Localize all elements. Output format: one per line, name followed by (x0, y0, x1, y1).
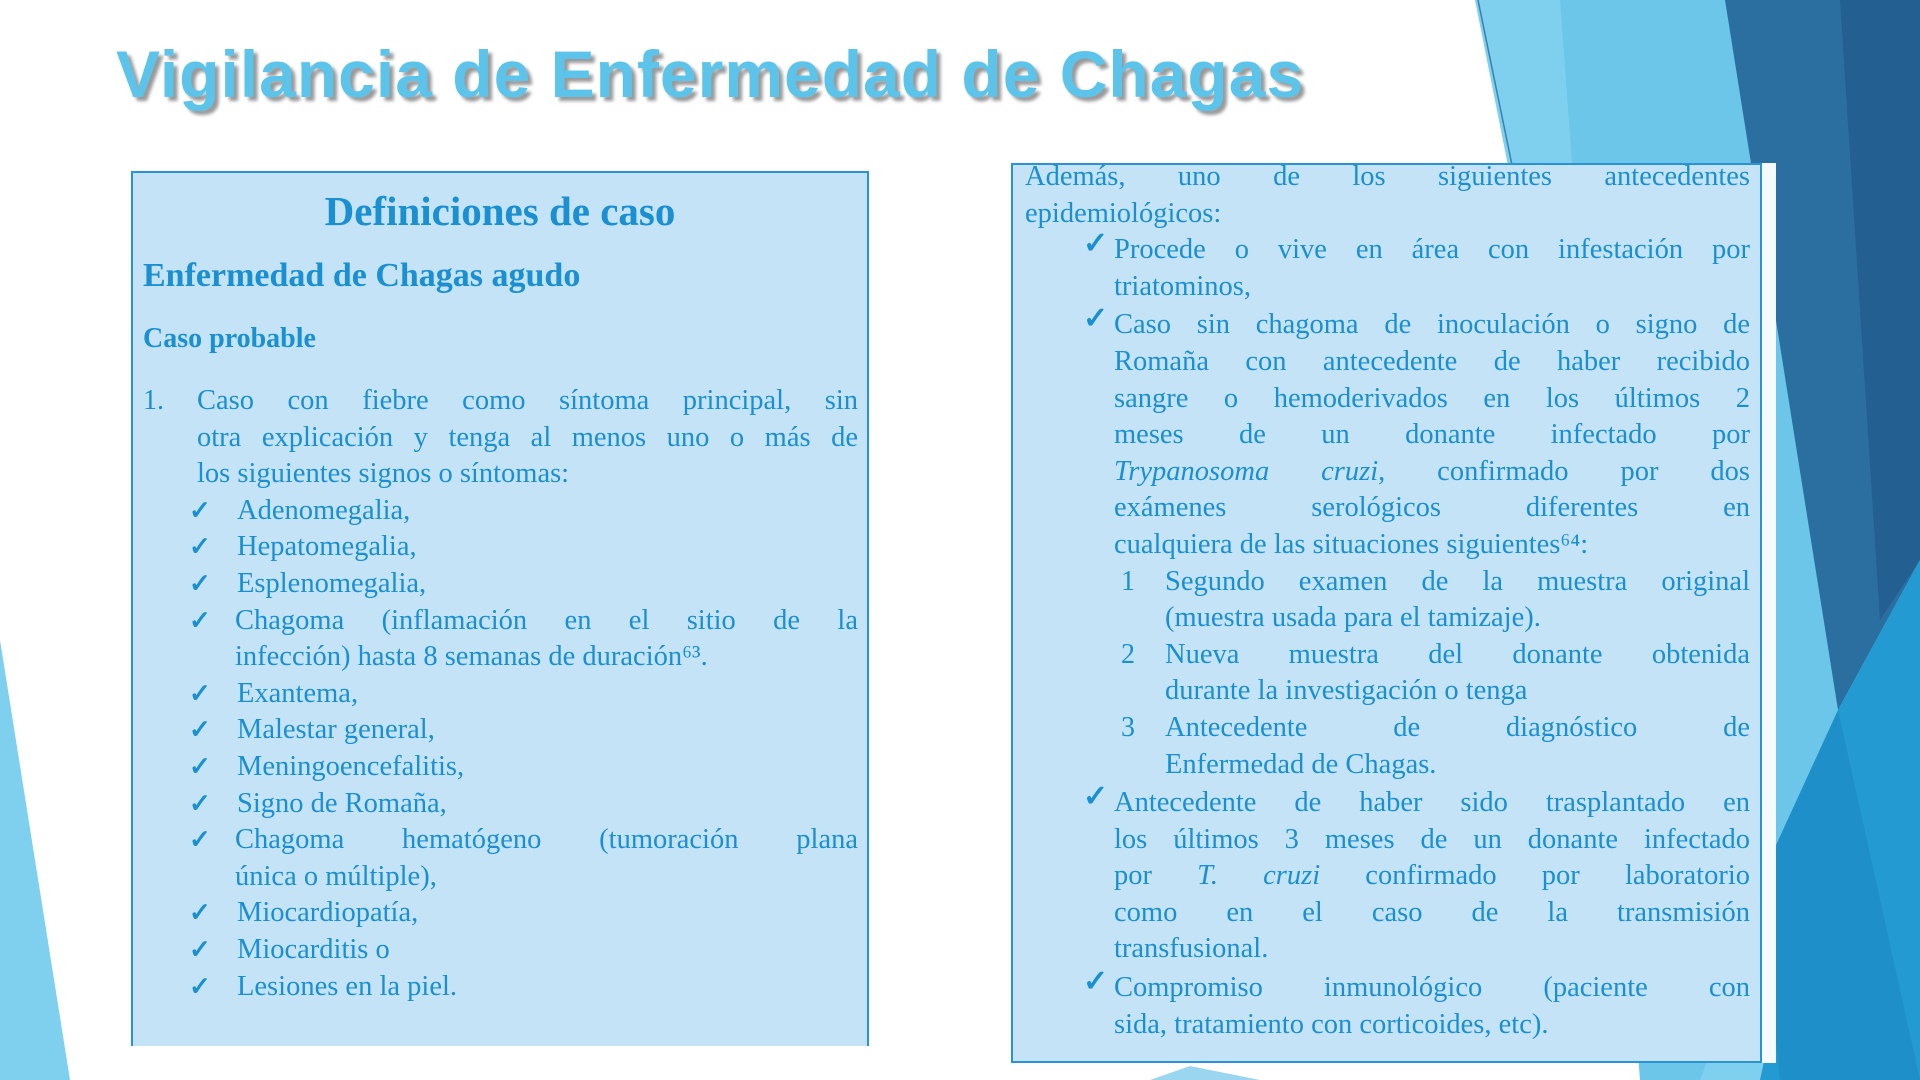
check-icon: ✓ (189, 568, 211, 598)
text-line: Caso con fiebre como síntoma principal, sin (197, 385, 858, 416)
sub-line: Antecedente de diagnóstico de (1165, 711, 1750, 743)
sub-number: 1 (1121, 565, 1135, 597)
intro-line: epidemiológicos: (1025, 197, 1222, 229)
check-icon: ✓ (189, 605, 211, 635)
symptom-line: Lesiones en la piel. (237, 970, 458, 1002)
symptom-line: Malestar general, (237, 714, 435, 746)
symptom-item (133, 786, 867, 823)
symptom-line: Chagoma hematógeno (tumoración plana (235, 824, 858, 856)
sub-line: (muestra usada para el tamizaje). (1165, 602, 1541, 634)
check-icon: ✓ (1083, 780, 1109, 814)
antecedent-line: cualquiera de las situaciones siguientes⁶⁴: (1114, 528, 1589, 560)
symptom-item (133, 566, 867, 603)
antecedent-line: Trypanosoma cruzi, confirmado por dos (1114, 455, 1750, 487)
symptom-line: Esplenomegalia, (237, 567, 427, 599)
antecedent-line: los últimos 3 meses de un donante infectado (1114, 823, 1750, 855)
antecedent-line: Procede o vive en área con infestación por (1114, 234, 1750, 266)
symptom-line: Meningoencefalitis, (237, 750, 465, 782)
antecedent-item (1013, 302, 1760, 783)
section-heading: Caso probable (143, 323, 316, 354)
antecedent-line: meses de un donante infectado por (1114, 419, 1750, 451)
symptom-line: única o múltiple), (235, 860, 437, 892)
antecedent-line: sida, tratamiento con corticoides, etc). (1114, 1008, 1549, 1040)
antecedent-line: triatominos, (1114, 270, 1251, 302)
sub-item (1013, 710, 1760, 783)
case-definitions-box (131, 171, 869, 1046)
antecedent-line: transfusional. (1114, 933, 1269, 965)
symptom-item (133, 822, 867, 895)
symptom-line: Hepatomegalia, (237, 531, 417, 563)
antecedent-line: Compromiso inmunológico (paciente con (1114, 972, 1750, 1004)
check-icon: ✓ (189, 825, 211, 855)
check-icon: ✓ (1083, 965, 1109, 999)
sub-item (1013, 564, 1760, 637)
symptom-line: Adenomegalia, (237, 494, 411, 526)
check-icon: ✓ (189, 971, 211, 1001)
text-line: otra explicación y tenga al menos uno o más de (197, 421, 858, 453)
antecedent-line: como en el caso de la transmisión (1114, 896, 1750, 928)
check-icon: ✓ (1083, 302, 1109, 336)
antecedent-line: Romaña con antecedente de haber recibido (1114, 345, 1750, 377)
sub-line: Segundo examen de la muestra original (1165, 565, 1750, 597)
antecedent-item (1013, 780, 1760, 968)
disease-subheading: Enfermedad de Chagas agudo (143, 257, 581, 294)
check-icon: ✓ (189, 532, 211, 562)
symptom-item (133, 749, 867, 786)
antecedent-item (1013, 965, 1760, 1043)
sub-line: Nueva muestra del donante obtenida (1165, 638, 1750, 670)
antecedent-line: Caso sin chagoma de inoculación o signo de (1114, 309, 1750, 341)
antecedent-line: sangre o hemoderivados en los últimos 2 (1114, 382, 1750, 414)
sub-line: durante la investigación o tenga (1165, 675, 1528, 707)
check-icon: ✓ (189, 495, 211, 525)
symptom-item (133, 895, 867, 932)
symptom-item (133, 493, 867, 530)
symptom-line: Miocarditis o (237, 933, 390, 965)
symptom-line: Miocardiopatía, (237, 897, 419, 929)
symptom-item (133, 969, 867, 1006)
check-icon: ✓ (189, 751, 211, 781)
symptom-item (133, 932, 867, 969)
symptom-line: Chagoma (inflamación en el sitio de la (235, 604, 858, 636)
antecedent-line: exámenes serológicos diferentes en (1114, 492, 1750, 524)
intro-line: Además, uno de los siguientes antecedentes (1025, 161, 1750, 192)
item-number: 1. (143, 385, 164, 416)
symptom-item (133, 529, 867, 566)
antecedent-item (1013, 227, 1760, 305)
sub-line: Enfermedad de Chagas. (1165, 748, 1437, 780)
criterion-item (133, 383, 867, 493)
check-icon: ✓ (189, 934, 211, 964)
sub-item (1013, 637, 1760, 710)
check-icon: ✓ (189, 788, 211, 818)
check-icon: ✓ (189, 678, 211, 708)
symptom-line: Exantema, (237, 677, 359, 709)
antecedent-line: por T. cruzi confirmado por laboratorio (1114, 860, 1750, 892)
symptom-item (133, 712, 867, 749)
criteria-list (133, 383, 867, 1005)
sub-number: 2 (1121, 638, 1135, 670)
symptom-line: infección) hasta 8 semanas de duración⁶³. (235, 641, 708, 673)
antecedent-line: Antecedente de haber sido trasplantado en (1114, 787, 1750, 819)
sub-number: 3 (1121, 711, 1135, 743)
text-line: los siguientes signos o síntomas: (197, 458, 570, 490)
antecedents-list (1013, 159, 1760, 1043)
symptom-item (133, 603, 867, 676)
symptom-line: Signo de Romaña, (237, 787, 447, 819)
check-icon: ✓ (189, 898, 211, 928)
epidemiological-box (1011, 163, 1762, 1063)
check-icon: ✓ (1083, 227, 1109, 261)
check-icon: ✓ (189, 715, 211, 745)
slide-title: Vigilancia de Enfermedad de Chagas (116, 37, 1305, 111)
symptom-item (133, 676, 867, 713)
box-heading: Definiciones de caso (324, 188, 676, 234)
